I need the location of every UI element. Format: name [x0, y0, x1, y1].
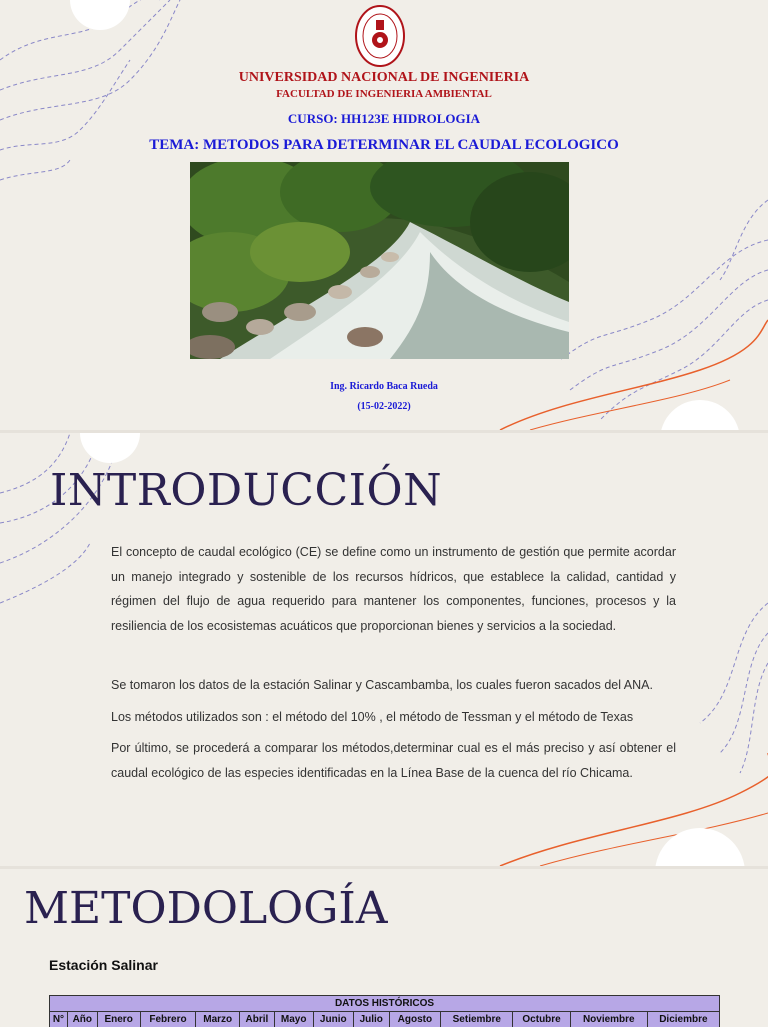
table-column-header: Diciembre — [647, 1012, 719, 1027]
course-title: CURSO: HH123E HIDROLOGIA — [0, 111, 768, 127]
river-photo — [190, 162, 569, 359]
cover-slide — [0, 0, 768, 430]
table-column-headers — [50, 1012, 720, 1027]
historical-data-table — [49, 995, 720, 1027]
intro-paragraph: Se tomaron los datos de la estación Salinar y Cascambamba, los cuales fueron sacados del ANA. — [111, 673, 676, 698]
table-column-header: Año — [67, 1012, 97, 1027]
introduction-slide — [0, 433, 768, 866]
table-column-header: Mayo — [274, 1012, 313, 1027]
methodology-slide — [0, 869, 768, 1027]
intro-paragraph: Los métodos utilizados son : el método del 10% , el método de Tessman y el método de Texas — [111, 705, 676, 730]
table-column-header: N° — [50, 1012, 68, 1027]
university-name: UNIVERSIDAD NACIONAL DE INGENIERIA — [0, 70, 768, 86]
intro-paragraph: Por último, se procederá a comparar los métodos,determinar cual es el más preciso y así obtener el caudal ecológico de las especies identificadas en la Línea Base de la cuenca del río Chicama. — [111, 736, 676, 785]
table-column-header: Enero — [97, 1012, 140, 1027]
faculty-name: FACULTAD DE INGENIERIA AMBIENTAL — [0, 88, 768, 100]
university-seal-icon — [354, 4, 406, 68]
author-name: Ing. Ricardo Baca Rueda — [0, 381, 768, 392]
introduction-title: INTRODUCCIÓN — [50, 465, 442, 516]
table-header: DATOS HISTÓRICOS — [50, 996, 720, 1012]
table-column-header: Agosto — [389, 1012, 441, 1027]
station-name: Estación Salinar — [49, 957, 158, 973]
topic-title: TEMA: METODOS PARA DETERMINAR EL CAUDAL ECOLOGICO — [0, 137, 768, 154]
table-column-header: Setiembre — [441, 1012, 513, 1027]
methodology-title: METODOLOGÍA — [24, 883, 388, 934]
intro-paragraph: El concepto de caudal ecológico (CE) se define como un instrumento de gestión que permite acordar un manejo integrado y sostenible de los recursos hídricos, que establece la calidad, cantidad y régimen del flujo de agua requerido para mantener los componentes, funciones, procesos y la resiliencia de los ecosistemas acuáticos que proporcionan bienes y servicios a la sociedad. — [111, 540, 676, 638]
table-column-header: Febrero — [140, 1012, 196, 1027]
table-column-header: Junio — [313, 1012, 353, 1027]
table-column-header: Julio — [353, 1012, 389, 1027]
presentation-date: (15-02-2022) — [0, 401, 768, 412]
table-column-header: Abril — [240, 1012, 275, 1027]
table-column-header: Noviembre — [570, 1012, 647, 1027]
table-column-header: Marzo — [196, 1012, 240, 1027]
table-column-header: Octubre — [513, 1012, 570, 1027]
